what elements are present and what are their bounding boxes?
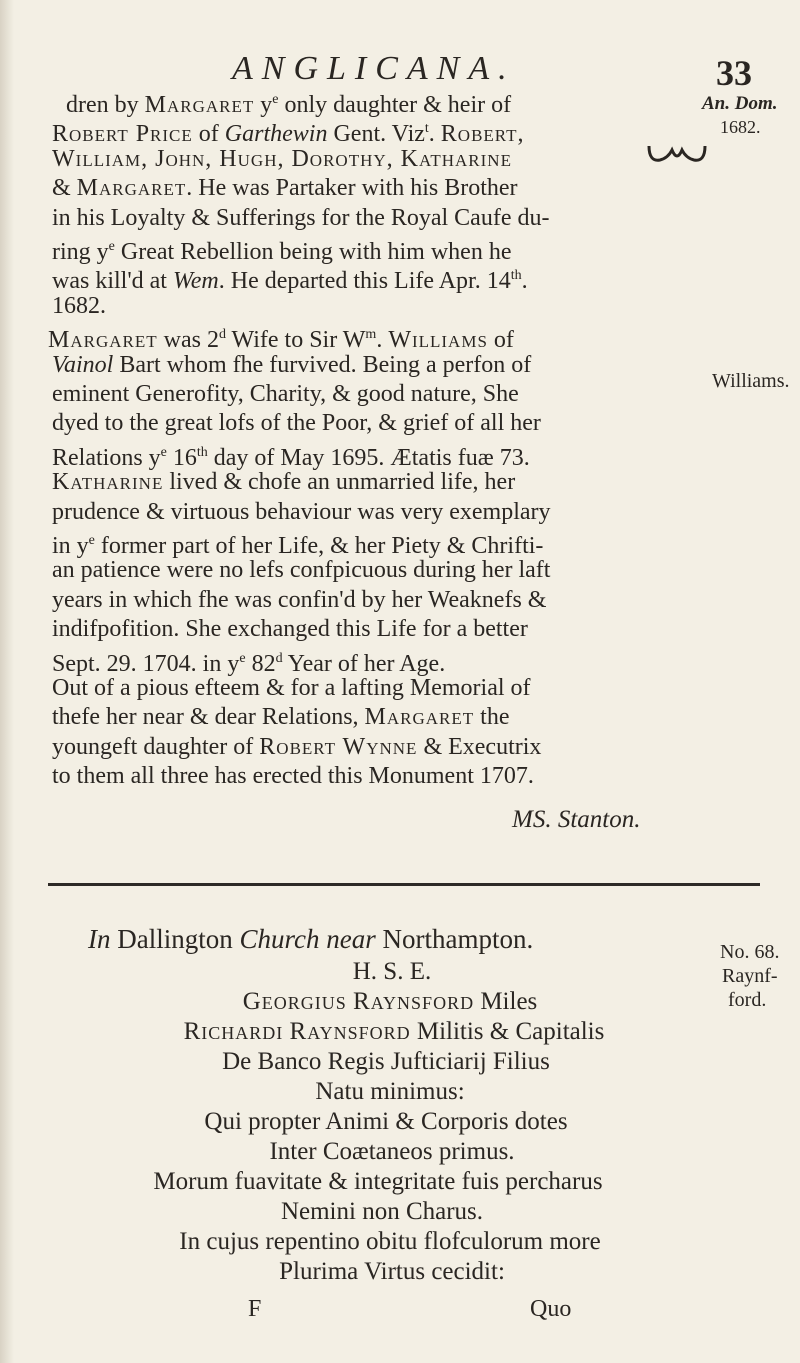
- inscription-line: Richardi Raynsford Militis & Capitalis: [183, 1018, 605, 1045]
- text-line: Margaret was 2$^d$ Wife to Sir $W^m$. Williams of: [48, 327, 514, 354]
- text-line: to them all three has erected this Monument 1707.: [52, 763, 534, 790]
- text-line: years in which fhe was confin'd by her Weaknefs &: [52, 586, 547, 613]
- text-line: & Margaret. He was Partaker with his Brother: [52, 175, 518, 202]
- margin-an-dom: An. Dom.: [702, 93, 778, 114]
- text-line: Relations $y^e$ 16th day of May 1695. Ætatis fuæ 73.: [52, 444, 530, 471]
- text-line: prudence & virtuous behaviour was very exemplary: [52, 498, 551, 525]
- text-line: youngeft daughter of Robert Wynne & Executrix: [52, 733, 542, 760]
- text-line: William, John, Hugh, Dorothy, Katharine: [52, 145, 512, 172]
- text-line: thefe her near & dear Relations, Margaret the: [52, 704, 510, 731]
- text-line: in $y^e$ former part of her Life, & her Piety & Chrifti-: [52, 533, 544, 559]
- inscription-line: Qui propter Animi & Corporis dotes: [204, 1108, 568, 1135]
- inscription-line: Morum fuavitate & integritate fuis percharus: [153, 1168, 603, 1195]
- text-line: ring $y^e$ Great Rebellion being with him when he: [52, 239, 512, 265]
- catchword: Quo: [530, 1296, 572, 1322]
- inscription-line: Inter Coætaneos primus.: [269, 1138, 515, 1165]
- inscription-line: Nemini non Charus.: [280, 1198, 484, 1225]
- inscription-line: Georgius Raynsford Miles: [242, 988, 538, 1015]
- margin-bracket-ornament-icon: [646, 142, 708, 166]
- margin-number: No. 68.: [720, 941, 780, 963]
- text-line: eminent Generofity, Charity, & good nature, She: [52, 381, 519, 407]
- margin-williams: Williams.: [712, 370, 790, 392]
- text-line: dren by Margaret $y^e$ only daughter & heir of: [66, 92, 512, 118]
- text-line: Katharine lived & chofe an unmarried life, her: [52, 469, 516, 496]
- margin-year: 1682.: [720, 117, 761, 137]
- inscription-line: Plurima Virtus cecidit:: [279, 1258, 505, 1285]
- text-line: indifpofition. She exchanged this Life for a better: [52, 616, 528, 643]
- text-line: Vainol Bart whom fhe furvived. Being a perfon of: [52, 351, 532, 378]
- text-line: dyed to the great lofs of the Poor, & grief of all her: [52, 410, 541, 437]
- section-divider: [48, 883, 760, 886]
- inscription-line: De Banco Regis Jufticiarij Filius: [222, 1048, 550, 1075]
- running-title: ANGLICANA.: [232, 50, 516, 87]
- text-line: an patience were no lefs confpicuous during her laft: [52, 557, 551, 584]
- page-number: 33: [716, 53, 752, 93]
- inscription-line: In cujus repentino obitu flofculorum more: [179, 1228, 601, 1255]
- text-line: in his Loyalty & Sufferings for the Royal Caufe du-: [52, 204, 550, 231]
- text-line: 1682.: [52, 292, 106, 319]
- margin-raynsford-1: Raynf-: [722, 965, 778, 987]
- inscription-line: H. S. E.: [352, 958, 432, 985]
- text-line: was kill'd at Wem. He departed this Life Apr. 14th.: [52, 268, 528, 295]
- signature-mark: F: [248, 1296, 262, 1322]
- inscription-line: Natu minimus:: [315, 1078, 465, 1105]
- margin-raynsford-2: ford.: [728, 989, 767, 1011]
- source-citation: MS. Stanton.: [512, 806, 641, 833]
- section-heading: In Dallington Church near Northampton.: [88, 924, 534, 954]
- text-line: Robert Price of Garthewin Gent. Viz$^t$. Robert,: [52, 121, 524, 148]
- text-line: Sept. 29. 1704. in $y^e$ 82$^d$ Year of her Age.: [52, 650, 446, 677]
- text-line: Out of a pious efteem & for a lafting Memorial of: [52, 675, 531, 701]
